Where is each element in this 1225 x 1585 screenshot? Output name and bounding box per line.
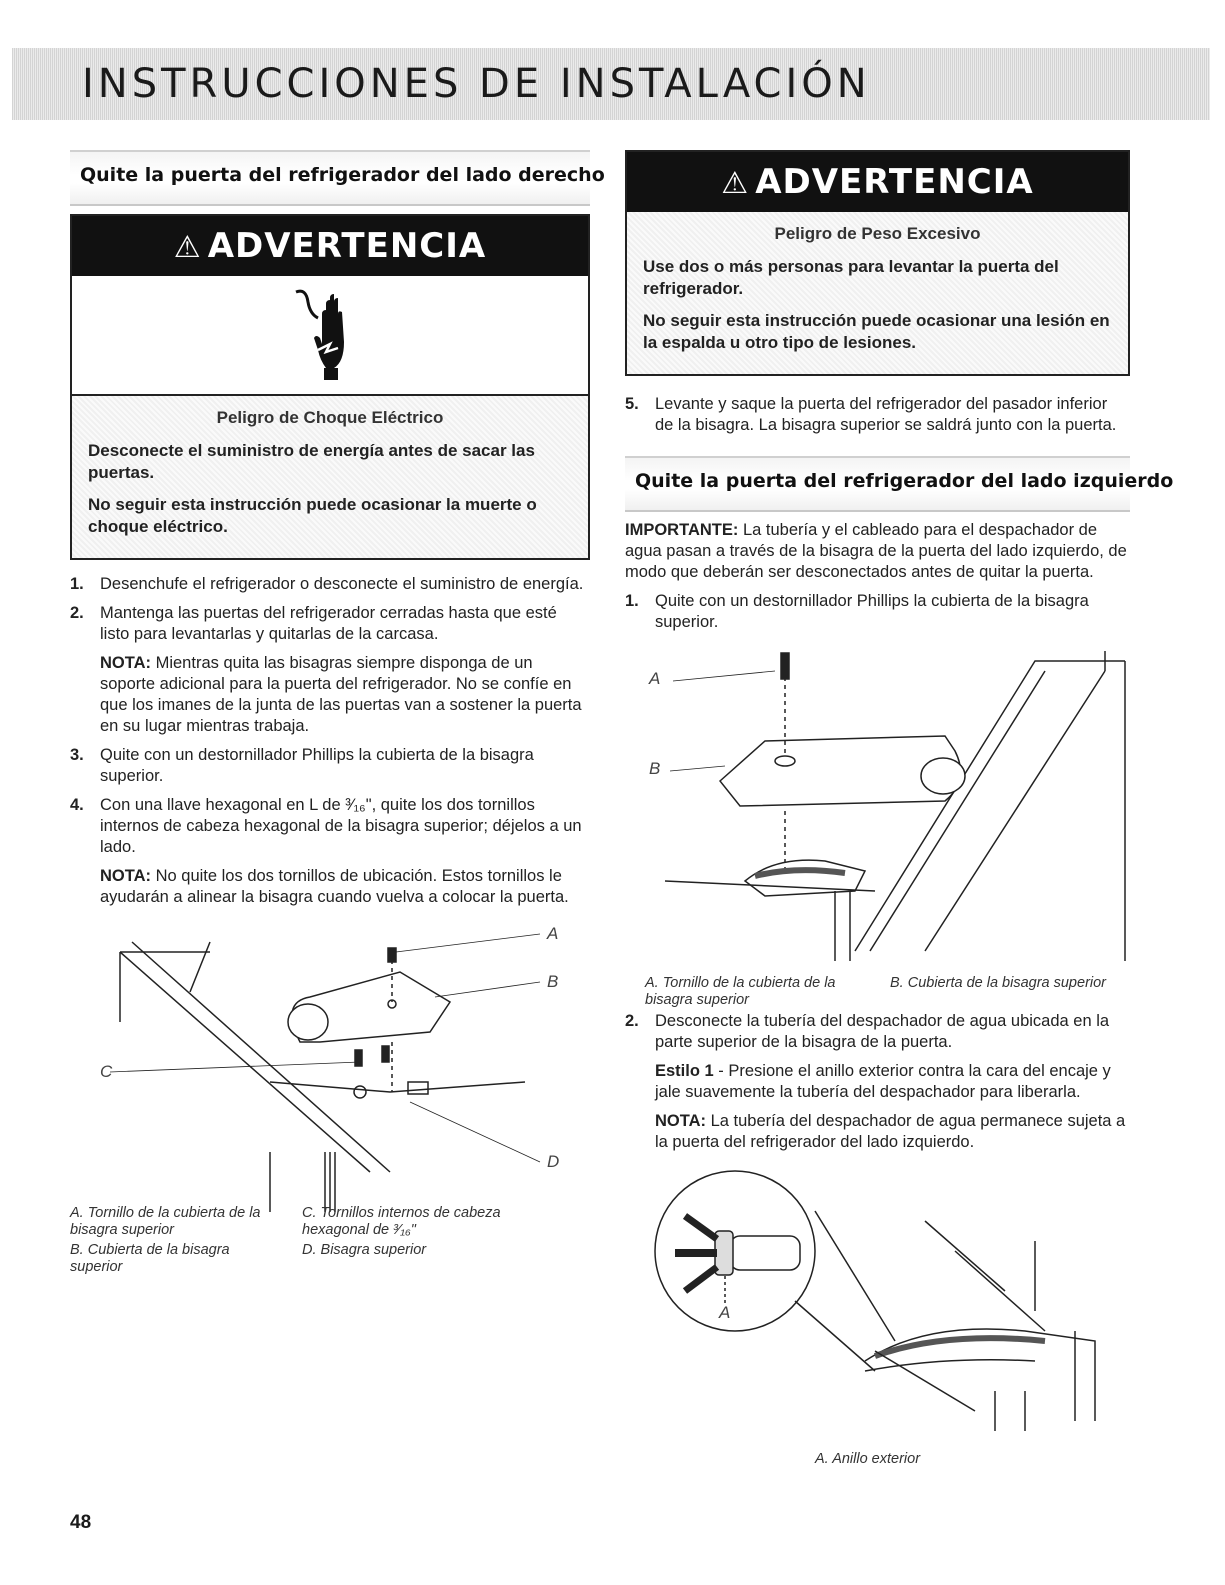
section-title: Quite la puerta del refrigerador del lado derecho: [80, 164, 605, 186]
warning-subtitle: Peligro de Choque Eléctrico: [216, 408, 444, 427]
style-note: Estilo 1 - Presione el anillo exterior contra la cara del encaje y jale suavemente la tubería del despachador para liberarla.: [655, 1062, 1111, 1101]
warning-title: ADVERTENCIA: [207, 226, 487, 266]
right-column: [625, 150, 1174, 1467]
steps-list: [70, 574, 590, 908]
label-a: A: [719, 1303, 731, 1322]
warning-triangle-icon: ⚠: [721, 166, 750, 201]
list-item: 1. Quite con un destornillador Phillips la cubierta de la bisagra superior.: [625, 592, 1089, 631]
note: NOTA: No quite los dos tornillos de ubicación. Estos tornillos le ayudarán a alinear la bisagra cuando vuelva a colocar la puerta.: [100, 867, 569, 906]
hinge-illustration: [70, 922, 590, 1212]
warning-text-2: No seguir esta instrucción puede ocasionar la muerte o choque eléctrico.: [88, 495, 537, 536]
page-banner: [12, 48, 1210, 120]
caption-b: B. Cubierta de la bisagra superior: [70, 1242, 230, 1275]
section-title: Quite la puerta del refrigerador del lado izquierdo: [635, 470, 1174, 492]
electric-shock-warning: [70, 214, 590, 560]
section-heading-left-door: [625, 456, 1174, 512]
label-b: B: [649, 759, 661, 778]
label-d: D: [547, 1152, 560, 1171]
hinge-diagram-right: [70, 922, 590, 1282]
electric-shock-hand-icon: [292, 284, 372, 384]
warning-triangle-icon: ⚠: [173, 230, 202, 265]
page-number: 48: [70, 1512, 92, 1533]
warning-header: [72, 216, 588, 276]
caption-c: C. Tornillos internos de cabeza hexagonal de ³⁄₁₆": [302, 1205, 501, 1238]
list-item: 5. Levante y saque la puerta del refrigerador del pasador inferior de la bisagra. La bisagra superior se saldrá junto con la puerta.: [625, 395, 1117, 434]
section-heading-right-door: [70, 150, 605, 206]
page-title: INSTRUCCIONES DE INSTALACIÓN: [82, 61, 871, 107]
list-item: 4. Con una llave hexagonal en L de ³⁄₁₆", quite los dos tornillos internos de cabeza hexagonal de la bisagra superior; déjelos a un lado. NOTA: No quite los dos tornillos de ubicación. Estos tornillos le ayudarán a alinear la bisagra cuando vuelva a colocar la puerta.: [70, 795, 590, 908]
label-c: C: [100, 1062, 113, 1081]
caption-b: B. Cubierta de la bisagra superior: [890, 975, 1107, 991]
caption-d: D. Bisagra superior: [302, 1242, 427, 1258]
warning-title: ADVERTENCIA: [755, 162, 1034, 202]
note: NOTA: Mientras quita las bisagras siempre disponga de un soporte adicional para la puerta del refrigerador. No se confíe en que los imanes de la junta de las puertas van a sostener la puerta en su lugar mientras trabaja.: [100, 654, 582, 735]
warning-text-2: No seguir esta instrucción puede ocasionar una lesión en la espalda u otro tipo de lesiones.: [643, 311, 1110, 352]
excess-weight-warning: [625, 150, 1130, 376]
warning-text-1: Use dos o más personas para levantar la puerta del refrigerador.: [643, 257, 1059, 298]
caption-a: A. Anillo exterior: [815, 1451, 921, 1467]
caption-a: A. Tornillo de la cubierta de la bisagra superior: [645, 975, 836, 1008]
important-note: IMPORTANTE: La tubería y el cableado para el despachador de agua pasan a través de la bisagra de la puerta del lado izquierdo, de modo que deberán ser desconectados antes de quitar la puerta.: [625, 521, 1127, 581]
caption-a: A. Tornillo de la cubierta de la bisagra superior: [70, 1205, 261, 1238]
list-item: 3. Quite con un destornillador Phillips la cubierta de la bisagra superior.: [70, 746, 534, 785]
warning-text-1: Desconecte el suministro de energía antes de sacar las puertas.: [88, 441, 535, 482]
warning-header: [627, 152, 1128, 212]
warning-subtitle: Peligro de Peso Excesivo: [774, 224, 981, 243]
list-item: 2. Mantenga las puertas del refrigerador cerradas hasta que esté listo para levantarlas y quitarlas de la carcasa. NOTA: Mientras quita las bisagras siempre disponga de un soporte adicional para la puerta del refrigerador. No se confíe en que los imanes de la junta de las puertas van a sostener la puerta en su lugar mientras trabaja.: [70, 603, 590, 737]
note: NOTA: La tubería del despachador de agua permanece sujeta a la puerta del refrigerador del lado izquierdo.: [655, 1112, 1126, 1151]
hinge-diagram-left: [625, 641, 1130, 1011]
list-item: 2. Desconecte la tubería del despachador de agua ubicada en la parte superior de la bisagra de la puerta. Estilo 1 - Presione el anillo exterior contra la cara del encaje y jale suavemente la tubería del despachador para liberarla. NOTA: La tubería del despachador de agua permanece sujeta a la puerta del refrigerador del lado izquierdo.: [625, 1011, 1130, 1153]
label-a: A: [649, 669, 661, 688]
outer-ring-illustration: [625, 1161, 1130, 1431]
list-item: 1. Desenchufe el refrigerador o desconecte el suministro de energía.: [70, 575, 584, 593]
water-tubing-diagram: [625, 1161, 1130, 1467]
hinge-cover-illustration: [625, 641, 1130, 971]
label-b: B: [547, 972, 559, 991]
label-a: A: [547, 924, 559, 943]
left-column: [70, 150, 605, 1282]
